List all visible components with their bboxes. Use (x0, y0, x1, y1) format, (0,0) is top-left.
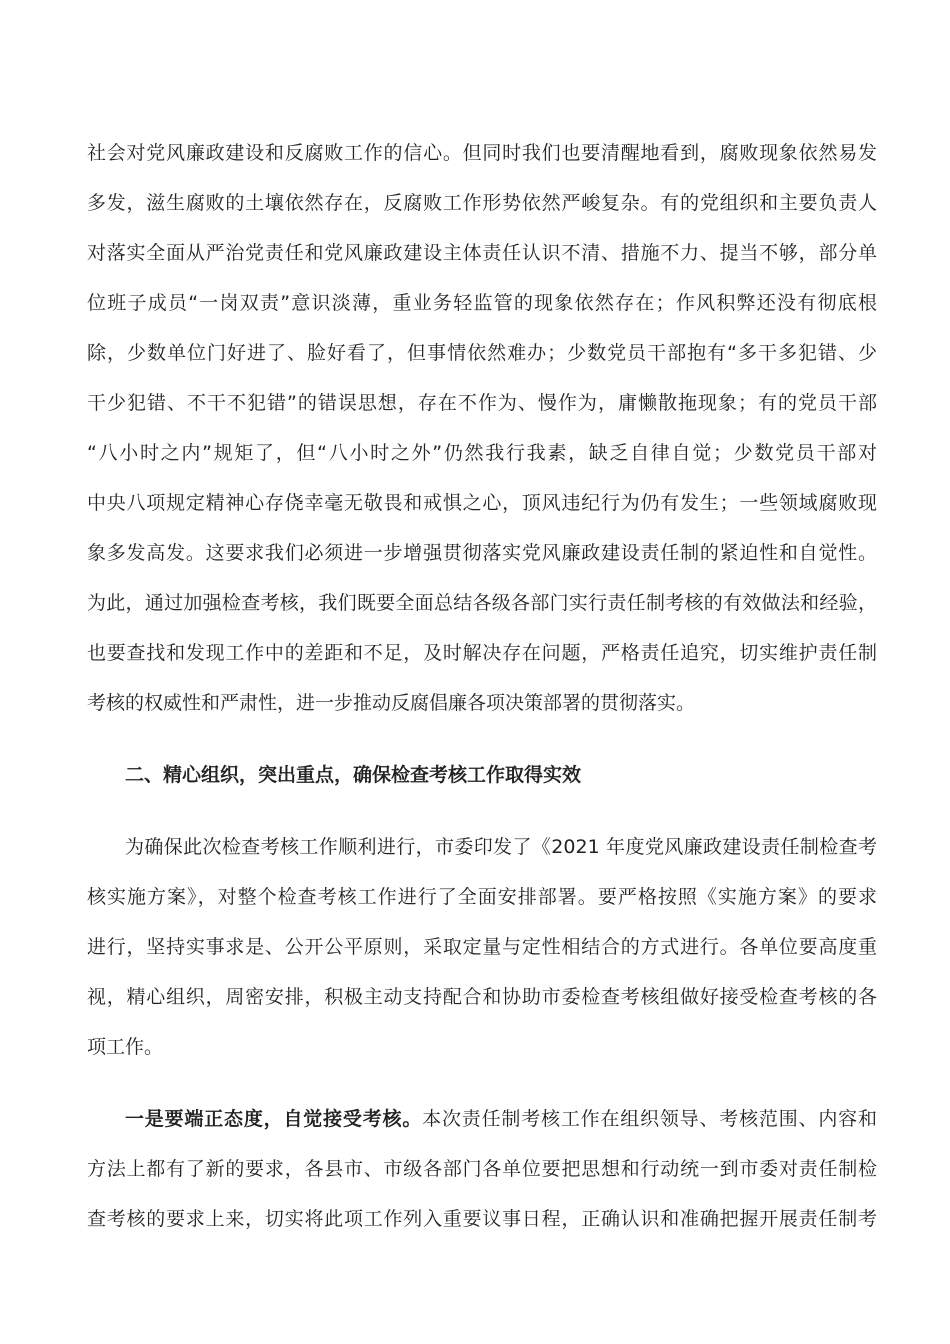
text-line: 核实施方案》，对整个检查考核工作进行了全面安排部署。要严格按照《实施方案》的要求 (87, 886, 877, 908)
paragraph-attitude (87, 1094, 877, 1244)
paragraph-implementation (87, 822, 877, 1072)
text-line: 考核的权威性和严肃性，进一步推动反腐倡廉各项决策部署的贯彻落实。 (87, 692, 696, 714)
text-line: 对落实全面从严治党责任和党风廉政建设主体责任认识不清、措施不力、提当不够，部分单 (87, 242, 877, 264)
text-line: 除，少数单位门好进了、脸好看了，但事情依然难办；少数党员干部抱有“多干多犯错、少 (87, 342, 877, 364)
text-line: 位班子成员“一岗双责”意识淡薄，重业务轻监管的现象依然存在；作风积弊还没有彻底根 (87, 292, 877, 314)
text-line: 进行，坚持实事求是、公开公平原则，采取定量与定性相结合的方式进行。各单位要高度重 (87, 936, 877, 958)
text-line: 查考核的要求上来，切实将此项工作列入重要议事日程，正确认识和准确把握开展责任制考 (87, 1208, 877, 1230)
text-line: 项工作。 (87, 1036, 164, 1058)
text-line: 方法上都有了新的要求，各县市、市级各部门各单位要把思想和行动统一到市委对责任制检 (87, 1158, 877, 1180)
text-line: 象多发高发。这要求我们必须进一步增强贯彻落实党风廉政建设责任制的紧迫性和自觉性。 (87, 542, 877, 564)
text-line: 也要查找和发现工作中的差距和不足，及时解决存在问题，严格责任追究，切实维护责任制 (87, 642, 877, 664)
text-line: 视，精心组织，周密安排，积极主动支持配合和协助市委检查考核组做好接受检查考核的各 (87, 986, 877, 1008)
lead-line-rest: 本次责任制考核工作在组织领导、考核范围、内容和 (422, 1108, 877, 1130)
text-line: 干少犯错、不干不犯错”的错误思想，存在不作为、慢作为，庸懒散拖现象；有的党员干部 (87, 392, 877, 414)
paragraph-context (87, 128, 877, 728)
section-heading: 二、精心组织，突出重点，确保检查考核工作取得实效 (125, 764, 582, 786)
lead-phrase: 一是要端正态度，自觉接受考核。 (125, 1108, 423, 1130)
text-line: “八小时之内”规矩了，但“八小时之外”仍然我行我素，缺乏自律自觉；少数党员干部对 (87, 442, 877, 464)
text-line (87, 1094, 877, 1144)
text-line: 中央八项规定精神心存侥幸毫无敬畏和戒惧之心，顶风违纪行为仍有发生；一些领域腐败现 (87, 492, 877, 514)
text-line: 社会对党风廉政建设和反腐败工作的信心。但同时我们也要清醒地看到，腐败现象依然易发 (87, 142, 877, 164)
document-body (87, 128, 877, 1244)
text-line: 多发，滋生腐败的土壤依然存在，反腐败工作形势依然严峻复杂。有的党组织和主要负责人 (87, 192, 877, 214)
text-line: 为确保此次检查考核工作顺利进行，市委印发了《2021 年度党风廉政建设责任制检查考 (125, 836, 877, 858)
text-line: 为此，通过加强检查考核，我们既要全面总结各级各部门实行责任制考核的有效做法和经验， (87, 592, 877, 614)
